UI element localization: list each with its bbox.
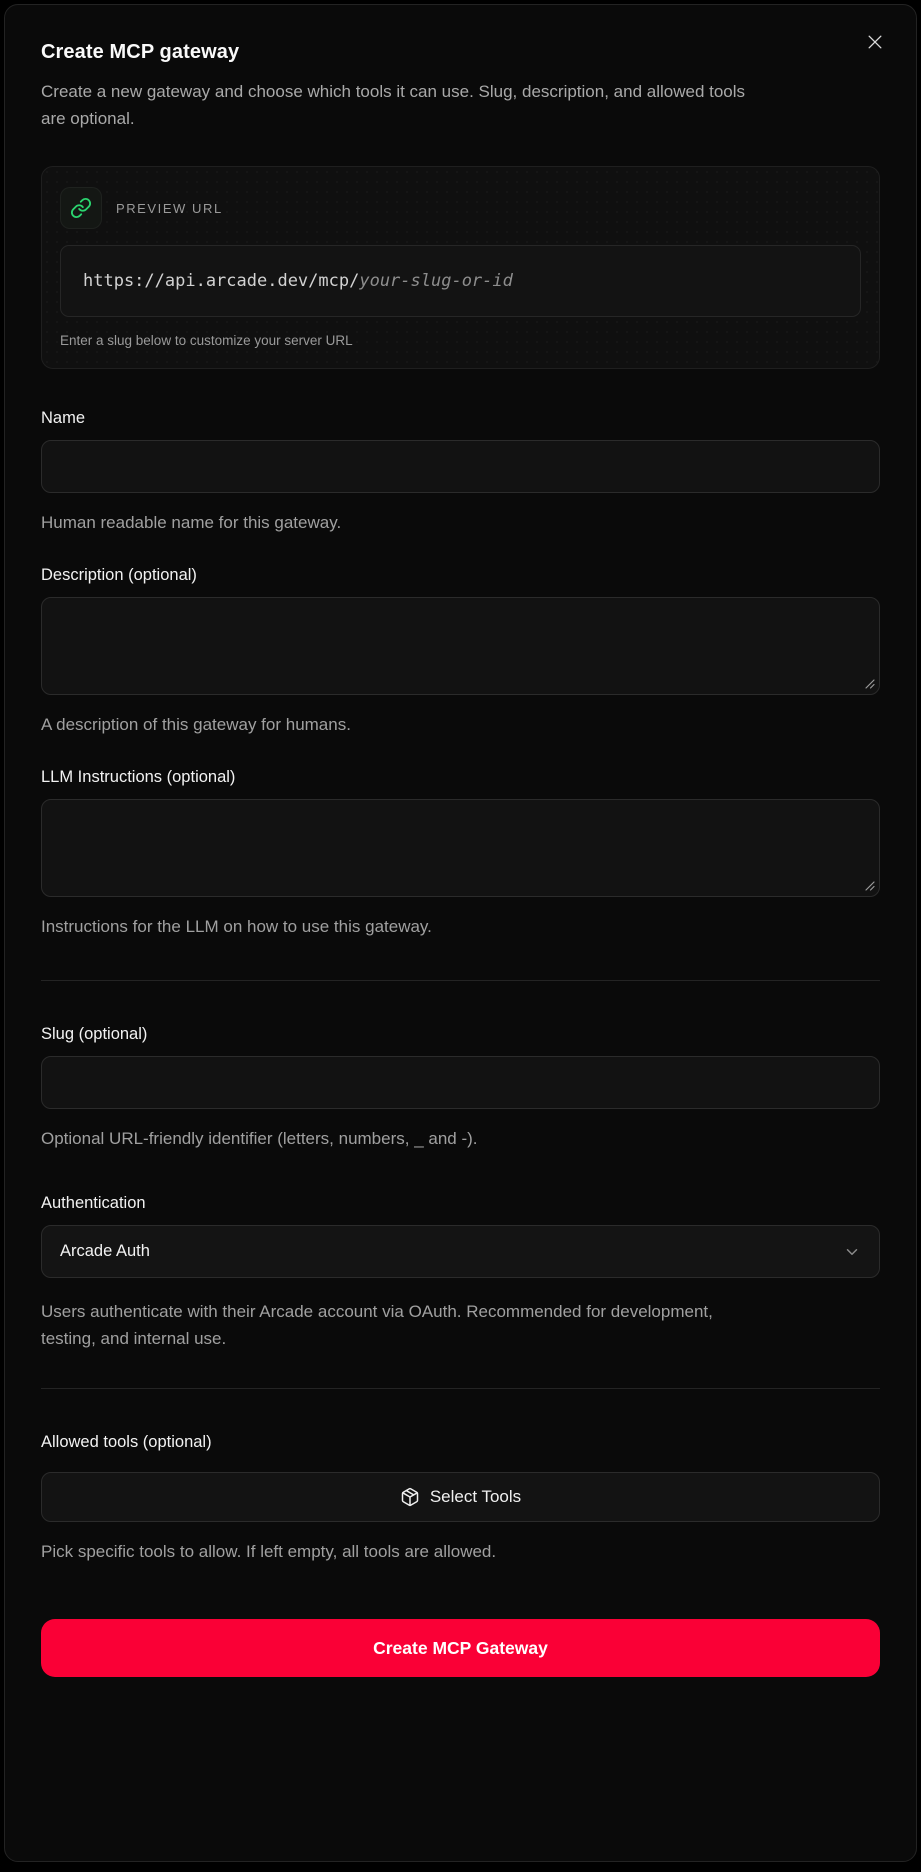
authentication-selected-value: Arcade Auth: [60, 1242, 150, 1260]
allowed-tools-label: Allowed tools (optional): [41, 1433, 212, 1451]
chevron-down-icon: [843, 1243, 861, 1261]
authentication-help: Users authenticate with their Arcade account via OAuth. Recommended for development, testing, and internal use.: [41, 1302, 713, 1348]
name-help: Human readable name for this gateway.: [41, 513, 342, 532]
description-help: A description of this gateway for humans.: [41, 715, 351, 734]
dialog-title: Create MCP gateway: [41, 41, 240, 63]
llm-instructions-label: LLM Instructions (optional): [41, 768, 236, 786]
llm-instructions-textarea[interactable]: [41, 799, 880, 897]
allowed-tools-help: Pick specific tools to allow. If left empty, all tools are allowed.: [41, 1542, 497, 1561]
url-slug-placeholder: your-slug-or-id: [359, 271, 513, 291]
create-mcp-gateway-button[interactable]: Create MCP Gateway: [41, 1619, 880, 1677]
preview-url-card: [41, 166, 880, 369]
preview-url-label: PREVIEW URL: [116, 200, 223, 216]
dialog-subtitle: Create a new gateway and choose which tools it can use. Slug, description, and allowed tools are optional.: [41, 82, 746, 128]
description-textarea[interactable]: [41, 597, 880, 695]
preview-url-display: [60, 245, 861, 317]
name-label: Name: [41, 409, 86, 427]
package-icon: [400, 1487, 420, 1507]
link-icon: [60, 187, 102, 229]
select-tools-label: Select Tools: [429, 1487, 522, 1506]
section-divider: [41, 980, 880, 981]
authentication-label: Authentication: [41, 1194, 146, 1212]
slug-help: Optional URL-friendly identifier (letters, numbers, _ and -).: [41, 1129, 478, 1148]
description-label: Description (optional): [41, 566, 197, 584]
close-button[interactable]: [860, 27, 890, 57]
create-mcp-gateway-dialog: [4, 4, 917, 1862]
llm-instructions-help: Instructions for the LLM on how to use this gateway.: [41, 917, 432, 936]
close-icon: [865, 32, 885, 52]
name-input[interactable]: [41, 440, 880, 493]
preview-url-hint: Enter a slug below to customize your server URL: [60, 333, 353, 348]
section-divider: [41, 1388, 880, 1389]
slug-label: Slug (optional): [41, 1025, 148, 1043]
select-tools-button[interactable]: [41, 1472, 880, 1522]
authentication-select[interactable]: [41, 1225, 880, 1278]
url-prefix: https://api.arcade.dev/mcp/: [83, 271, 360, 291]
slug-input[interactable]: [41, 1056, 880, 1109]
